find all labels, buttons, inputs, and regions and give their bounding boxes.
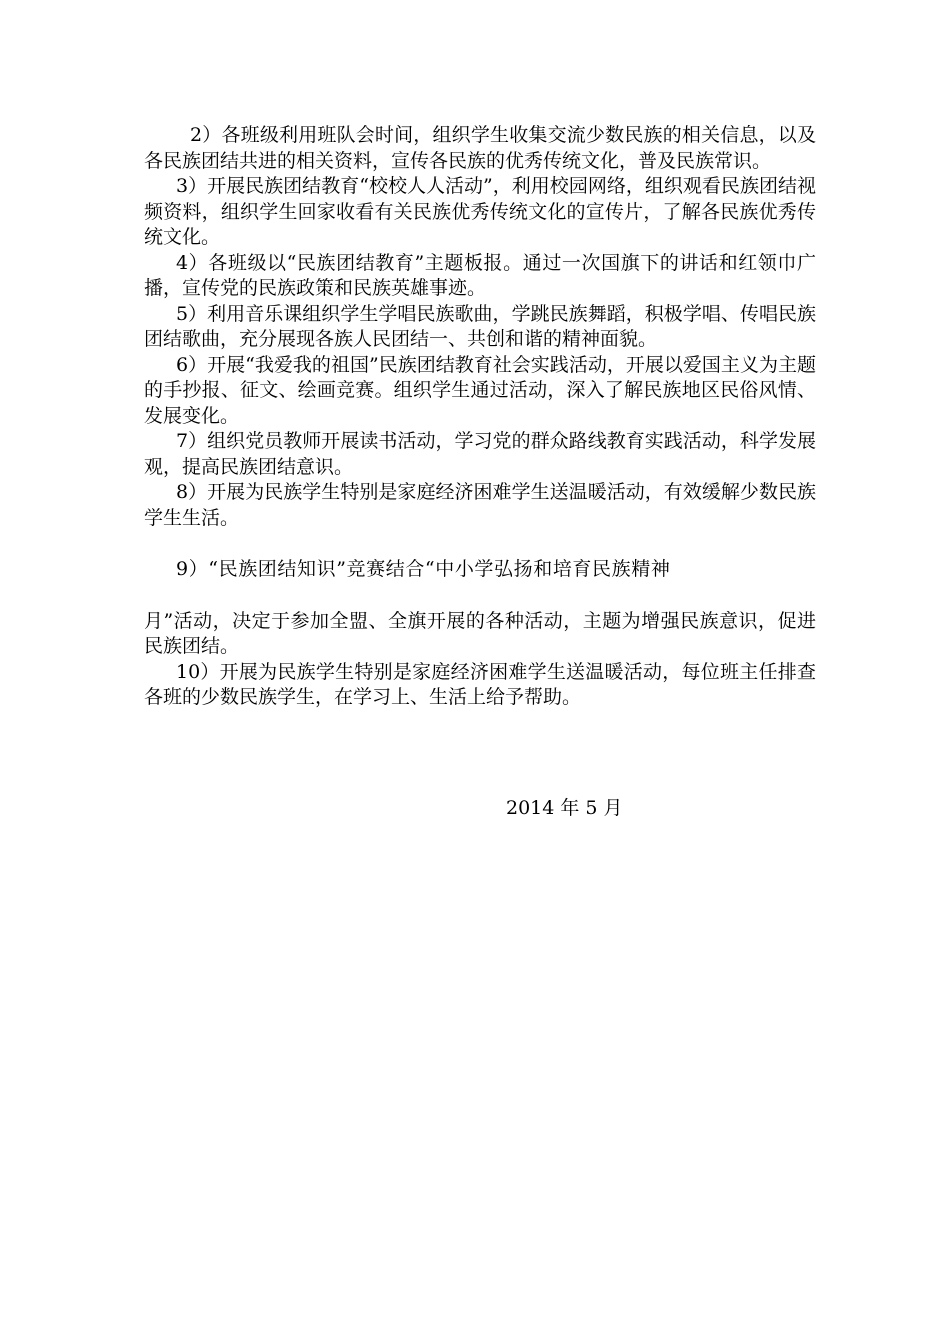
paragraph-9-continued: 月”活动，决定于参加全盟、全旗开展的各种活动，主题为增强民族意识，促进民族团结。 [144, 609, 816, 657]
paragraph-2: 2）各班级利用班队会时间，组织学生收集交流少数民族的相关信息，以及各民族团结共进的相关资料，宣传各民族的优秀传统文化，普及民族常识。 [144, 124, 816, 172]
paragraph-7: 7）组织党员教师开展读书活动，学习党的群众路线教育实践活动，科学发展观，提高民族团结意识。 [144, 430, 816, 478]
paragraph-8: 8）开展为民族学生特别是家庭经济困难学生送温暖活动，有效缓解少数民族学生生活。 [144, 481, 816, 529]
paragraph-3: 3）开展民族团结教育“校校人人活动”，利用校园网络，组织观看民族团结视频资料，组织学生回家收看有关民族优秀传统文化的宣传片，了解各民族优秀传统文化。 [144, 175, 816, 248]
paragraph-5: 5）利用音乐课组织学生学唱民族歌曲，学跳民族舞蹈，积极学唱、传唱民族团结歌曲，充分展现各族人民团结一、共创和谐的精神面貌。 [144, 302, 816, 350]
paragraph-4: 4）各班级以“民族团结教育”主题板报。通过一次国旗下的讲话和红领巾广播，宣传党的民族政策和民族英雄事迹。 [144, 251, 816, 299]
paragraph-10: 10）开展为民族学生特别是家庭经济困难学生送温暖活动，每位班主任排查各班的少数民族学生，在学习上、生活上给予帮助。 [144, 660, 816, 708]
document-body [144, 123, 816, 711]
paragraph-6: 6）开展“我爱我的祖国”民族团结教育社会实践活动，开展以爱国主义为主题的手抄报、征文、绘画竞赛。组织学生通过活动，深入了解民族地区民俗风情、发展变化。 [144, 353, 816, 427]
paragraph-9: 9）“民族团结知识”竞赛结合“中小学弘扬和培育民族精神 [176, 558, 671, 580]
document-date: 2014 年 5 月 [506, 797, 623, 819]
